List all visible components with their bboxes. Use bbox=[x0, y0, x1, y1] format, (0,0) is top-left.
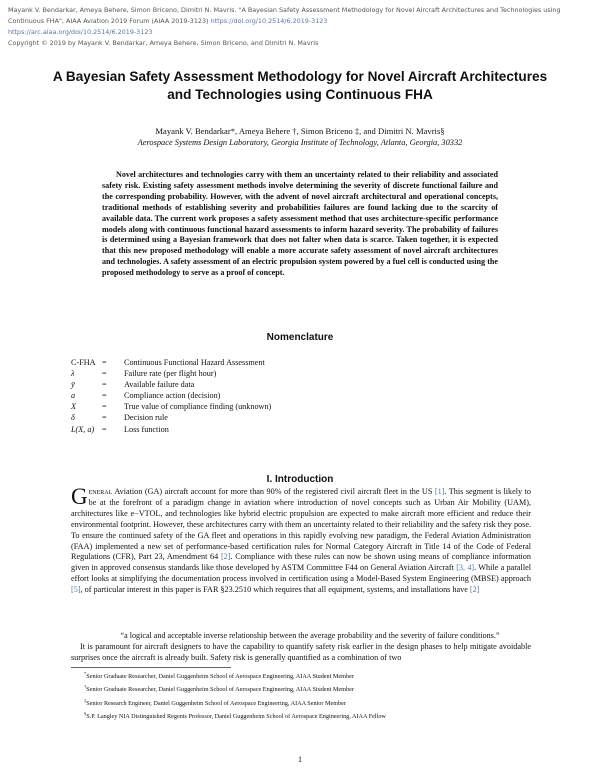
nomenclature-row bbox=[71, 390, 271, 401]
nomenclature-equals: = bbox=[102, 369, 107, 379]
nomenclature-definition: Loss function bbox=[124, 424, 169, 434]
nomenclature-equals: = bbox=[102, 391, 107, 401]
footnote bbox=[84, 669, 386, 682]
intro-paragraph-1 bbox=[71, 484, 532, 596]
footnote-mark: § bbox=[84, 710, 87, 716]
intro-text: , of particular interest in this paper is FAR §23.2510 which requires that all equipment, systems, and installations have bbox=[80, 585, 470, 595]
footnote bbox=[84, 709, 386, 722]
page-number: 1 bbox=[297, 754, 303, 764]
author-list: Mayank V. Bendarkar*, Ameya Behere †, Simon Briceno ‡, and Dimitri N. Mavris§ bbox=[155, 126, 445, 136]
footnote-rule bbox=[71, 667, 231, 668]
nomenclature-equals: = bbox=[102, 380, 107, 390]
block-quote: “a logical and acceptable inverse relationship between the average probability and the severity of failure conditions.” bbox=[120, 631, 500, 640]
nomenclature-row bbox=[71, 401, 271, 412]
abstract: Novel architectures and technologies carry with them an uncertainty related to their reliability and associated safety risk. Existing safety assessment methods involve determining the severity of discrete functional failure and the corresponding probability. However, with the advent of novel aircraft architectural and operational concepts, traditional methods of establishing severity and probabilities failures are found lacking due to the scarcity of available data. The current work proposes a safety assessment method that uses architecture-specific performance models along with continuous functional hazard assessments to inform hazard severity. The probability of failures is determined using a Bayesian framework that does not falter when data is scarce. Taken together, it is expected that this new proposed methodology will enable a more accurate safety assessment of novel aircraft architectures and technologies. A safety assessment of an electric propulsion system powered by a fuel cell is conducted using the proposed methodology to serve as a proof of concept. bbox=[102, 170, 498, 278]
nomenclature-row bbox=[71, 424, 271, 435]
nomenclature-heading: Nomenclature bbox=[266, 332, 334, 343]
copyright-notice: Copyright © 2019 by Mayank V. Bendarkar, Ameya Behere, Simon Briceno, and Dimitri N. Mavris bbox=[8, 39, 319, 47]
nomenclature-definition: Available failure data bbox=[124, 380, 195, 390]
nomenclature-row bbox=[71, 357, 271, 368]
small-caps-word: eneral bbox=[88, 487, 113, 496]
nomenclature-definition: Continuous Functional Hazard Assessment bbox=[124, 358, 265, 367]
nomenclature-definition: Compliance action (decision) bbox=[124, 391, 221, 401]
intro-paragraph-2: It is paramount for aircraft designers to have the capability to quantify safety risk earlier in the design phases to help mitigate avoidable surprises once the aircraft is already built. Safety risk is generally quantified as a combination of two bbox=[71, 642, 531, 662]
citation-ref-2[interactable]: [2] bbox=[220, 552, 231, 562]
drop-cap: G bbox=[71, 484, 88, 509]
footnote-mark: † bbox=[84, 684, 87, 690]
nomenclature-symbol: ȳ bbox=[71, 380, 75, 390]
nomenclature-equals: = bbox=[102, 358, 107, 367]
footnote-text: S.P. Langley NIA Distinguished Regents Professor, Daniel Guggenheim School of Aerospace Engineering, AIAA Fellow bbox=[86, 712, 386, 720]
footnote-text: Senior Graduate Researcher, Daniel Guggenheim School of Aerospace Engineering, AIAA Student Member bbox=[86, 686, 354, 694]
footnotes bbox=[84, 669, 386, 722]
citation-ref-2b[interactable]: [2] bbox=[469, 585, 480, 595]
nomenclature-row bbox=[71, 412, 271, 423]
nomenclature-equals: = bbox=[102, 424, 107, 434]
nomenclature-symbol: X bbox=[71, 402, 77, 412]
nomenclature-definition: True value of compliance finding (unknown) bbox=[124, 402, 272, 412]
footnote-mark: ‡ bbox=[84, 697, 87, 703]
intro-text: . Compliance with these rules can now be shown using means of compliance information given in approved consensus standards like those developed by ASTM Committee F44 on General Aviation Aircraft bbox=[71, 552, 531, 573]
nomenclature-row bbox=[71, 379, 271, 390]
citation-text: Mayank V. Bendarkar, Ameya Behere, Simon Briceno, Dimitri N. Mavris. "A Bayesian Safety Assessment Methodology for Novel Aircraft Architectures and Technologies using Continuous FHA", AIAA Aviation 2019 Forum (AIAA 2019-3123) bbox=[8, 6, 561, 25]
citation-ref-3-4[interactable]: [3, 4] bbox=[456, 563, 475, 573]
nomenclature-equals: = bbox=[102, 413, 107, 423]
intro-text: Aviation (GA) aircraft account for more than 90% of the registered civil aircraft fleet in the US bbox=[112, 487, 435, 496]
introduction-heading: I. Introduction bbox=[266, 474, 334, 485]
nomenclature-symbol: λ bbox=[71, 369, 75, 379]
nomenclature-list bbox=[71, 357, 271, 435]
arc-link[interactable]: https://arc.aiaa.org/doi/10.2514/6.2019-3123 bbox=[8, 28, 153, 36]
footnote bbox=[84, 696, 386, 709]
paper-title: A Bayesian Safety Assessment Methodology for Novel Aircraft Architectures and Technologies using Continuous FHA bbox=[52, 69, 548, 102]
nomenclature-symbol: a bbox=[71, 391, 76, 401]
footnote-text: Senior Graduate Researcher, Daniel Guggenheim School of Aerospace Engineering, AIAA Student Member bbox=[86, 673, 354, 681]
nomenclature-definition: Decision rule bbox=[124, 413, 168, 423]
citation-header bbox=[8, 5, 593, 49]
nomenclature-definition: Failure rate (per flight hour) bbox=[124, 369, 217, 379]
citation-ref-5[interactable]: [5] bbox=[71, 585, 81, 595]
intro-text: . While a parallel effort looks at simplifying the documentation process involved in certification using a Model-Based System Engineering (MBSE) approach bbox=[71, 563, 532, 584]
citation-ref-1[interactable]: [1] bbox=[434, 487, 445, 496]
doi-link[interactable]: https://doi.org/10.2514/6.2019-3123 bbox=[210, 17, 328, 25]
nomenclature-symbol: δ bbox=[71, 413, 75, 423]
nomenclature-symbol: L(X, a) bbox=[71, 424, 95, 434]
footnote-text: Senior Research Engineer, Daniel Guggenheim School of Aerospace Engineering, AIAA Senior Member bbox=[86, 699, 346, 707]
nomenclature-symbol: C-FHA bbox=[71, 358, 96, 367]
nomenclature-row bbox=[71, 368, 271, 379]
footnote-mark: * bbox=[84, 671, 87, 676]
footnote bbox=[84, 682, 386, 695]
nomenclature-equals: = bbox=[102, 402, 107, 412]
intro-text: . This segment is likely to be at the forefront of a paradigm change in aviation where introduction of novel concepts such as Urban Air Mobility (UAM), architectures like e−VTOL, and technologies like hybrid electric propulsion are expected to make aircraft more efficient and reduce their environmental footprint. However, these architectures carry with them an uncertainty related to their reliability and the safety risk they pose. To ensure the continued safety of the GA fleet and operations in this rapidly evolving new paradigm, the Federal Aviation Administration (FAA) implemented a new set of performance-based certification rules for Normal Category Aircraft in Title 14 of the Code of Federal Regulations (CFR), Part 23, Amendment 64 bbox=[71, 487, 531, 562]
affiliation: Aerospace Systems Design Laboratory, Georgia Institute of Technology, Atlanta, Georgia, 30332 bbox=[137, 138, 463, 147]
